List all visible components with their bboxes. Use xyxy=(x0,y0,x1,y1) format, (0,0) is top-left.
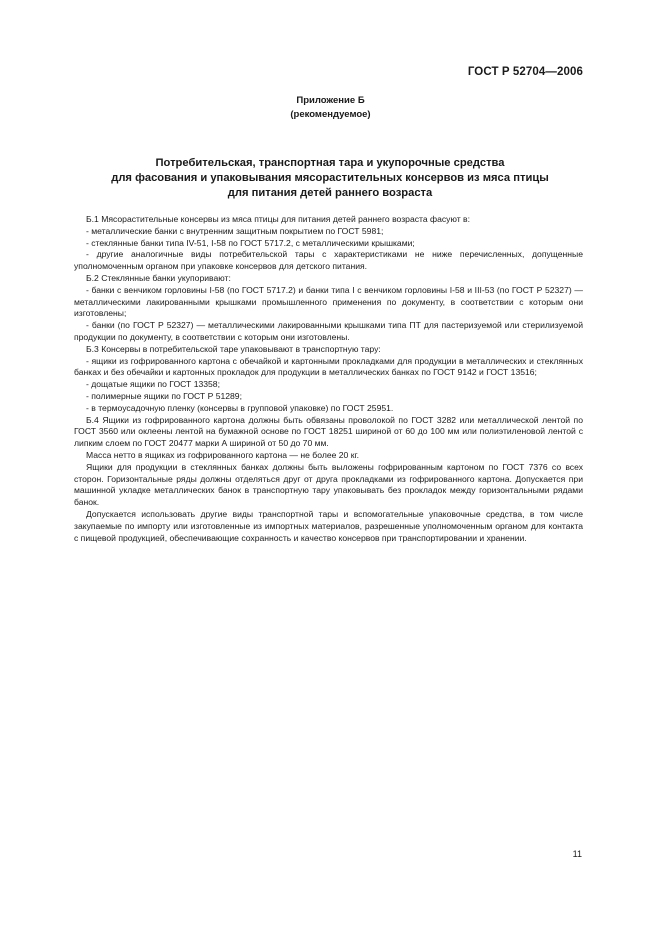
paragraph: - стеклянные банки типа IV-51, I-58 по ГОСТ 5717.2, с металлическими крышками; xyxy=(86,237,415,248)
paragraph: - банки с венчиком горловины I-58 (по ГОСТ 5717.2) и банки типа I с венчиком горловины I-58 и III-53 (по ГОСТ Р 52327) — металлическими лакированными крышками промышленного применения по документу, в соответствии с которым они изготовлены; xyxy=(74,284,583,319)
paragraph: - ящики из гофрированного картона с обечайкой и картонными прокладками для продукции в металлических и стеклянных банках и без обечайки и картонных прокладок для продукции в металлических банках по ГОСТ 9142 и ГОСТ 13516; xyxy=(74,355,583,378)
appendix-status: (рекомендуемое) xyxy=(290,109,371,120)
page-number: 11 xyxy=(572,849,582,859)
paragraph: Допускается использовать другие виды транспортной тары и вспомогательные упаковочные средства, в том числе закупаемые по импорту или изготовленные из импортных материалов, разрешенные уполномоченным органом для контакта с пищевой продукцией, обеспечивающие сохранность и качество консервов при транспортировании и хранении. xyxy=(74,508,583,543)
title-line-3: для питания детей раннего возраста xyxy=(227,187,433,199)
paragraph: - дощатые ящики по ГОСТ 13358; xyxy=(86,379,220,390)
paragraph: Б.1 Мясорастительные консервы из мяса птицы для питания детей раннего возраста фасуют в: xyxy=(86,214,471,224)
title-line-1: Потребительская, транспортная тара и укупорочные средства xyxy=(155,157,505,169)
paragraph: - полимерные ящики по ГОСТ Р 51289; xyxy=(86,390,242,401)
paragraph: Б.4 Ящики из гофрированного картона должны быть обвязаны проволокой по ГОСТ 3282 или металлической лентой по ГОСТ 3560 или оклеены лентой на бумажной основе по ГОСТ 18251 шириной от 60 до 100 мм или полиэтиленовой лентой с липким слоем по ГОСТ 20477 марки А шириной от 50 до 70 мм. xyxy=(74,414,583,449)
paragraph: Масса нетто в ящиках из гофрированного картона — не более 20 кг. xyxy=(86,449,359,460)
paragraph: - банки (по ГОСТ Р 52327) — металлическими лакированными крышками типа ПТ для пастеризуемой или стерилизуемой продукции по документу, в соответствии с которым они изготовлены. xyxy=(74,320,583,342)
appendix-heading xyxy=(0,94,661,122)
title-line-2: для фасования и упаковывания мясорастительных консервов из мяса птицы xyxy=(111,172,549,184)
appendix-title xyxy=(80,156,580,201)
paragraph: - другие аналогичные виды потребительской тары с характеристиками не ниже перечисленных, допущенные уполномоченным органом при упаковке консервов для детского питания. xyxy=(74,249,583,272)
paragraph: Б.2 Стеклянные банки укупоривают: xyxy=(86,272,231,283)
standard-number-header: ГОСТ Р 52704—2006 xyxy=(467,66,583,78)
paragraph: - в термоусадочную пленку (консервы в групповой упаковке) по ГОСТ 25951. xyxy=(86,402,394,413)
paragraph: Ящики для продукции в стеклянных банках должны быть выложены гофрированным картоном по ГОСТ 7376 со всех сторон. Горизонтальные ряды должны отделяться друг от друга прокладками из гофрированного картона. Допускается при машинной укладке металлических банок в транспортную тару упаковывать без прокладок между горизонтальными рядами банок. xyxy=(74,461,583,508)
paragraph: - металлические банки с внутренним защитным покрытием по ГОСТ 5981; xyxy=(86,225,384,236)
appendix-label: Приложение Б xyxy=(296,95,365,106)
appendix-body xyxy=(74,214,583,544)
paragraph: Б.3 Консервы в потребительской таре упаковывают в транспортную тару: xyxy=(86,343,381,354)
